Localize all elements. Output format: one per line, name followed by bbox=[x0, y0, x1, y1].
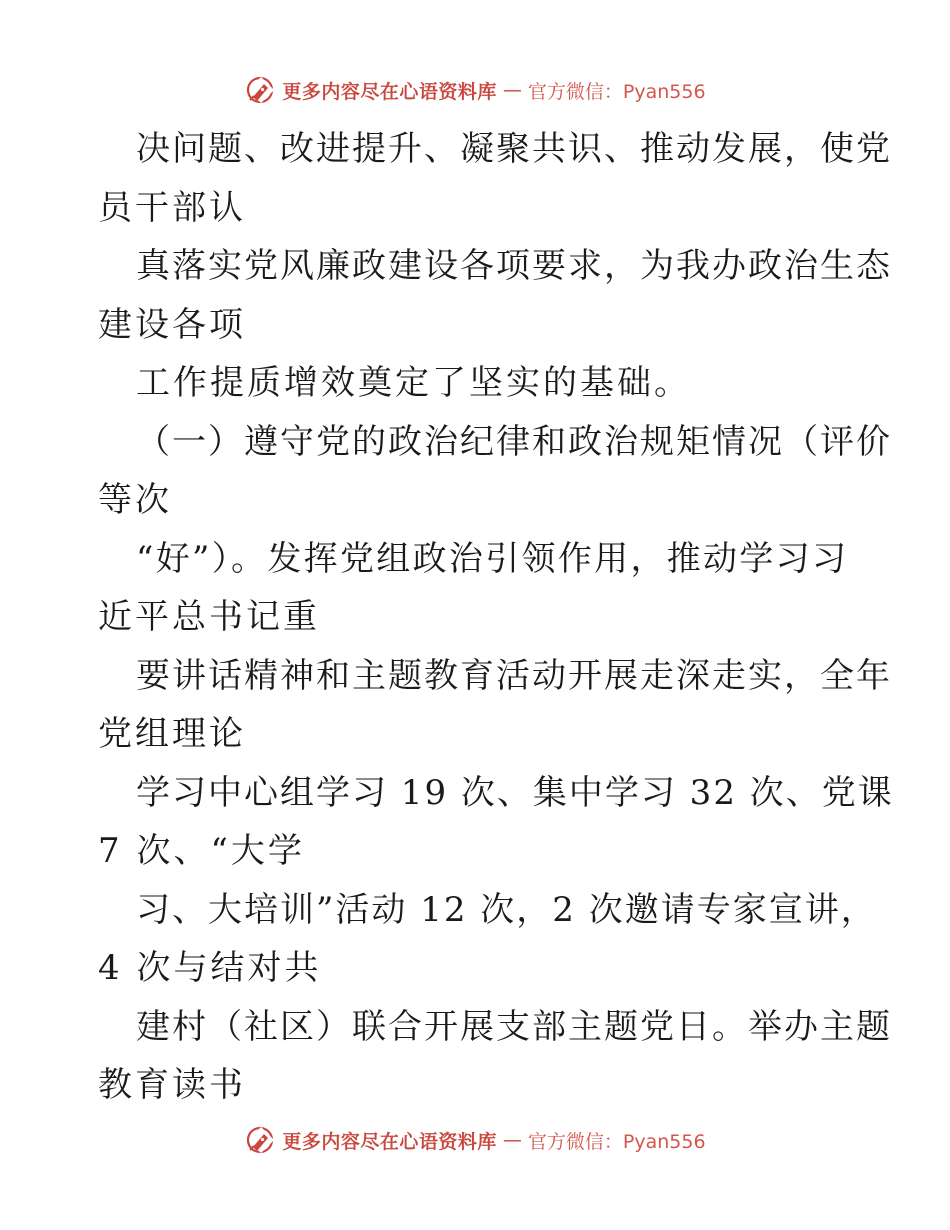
pen-nib-circle-icon bbox=[244, 74, 276, 106]
footer-watermark bbox=[0, 1120, 950, 1160]
body-line: 教育读书 bbox=[98, 1065, 246, 1105]
body-line: 建村（社区）联合开展支部主题党日。举办主题 bbox=[136, 1006, 892, 1047]
watermark-dash: — bbox=[502, 79, 522, 101]
body-line: 学习中心组学习 19 次、集中学习 32 次、党课 bbox=[136, 772, 894, 813]
body-line: 要讲话精神和主题教育活动开展走深走实，全年 bbox=[136, 655, 892, 696]
document-body bbox=[98, 120, 894, 1115]
body-line: 4 次与结对共 bbox=[98, 948, 322, 988]
body-line: 员干部认 bbox=[98, 187, 246, 228]
body-line: （一）遵守党的政治纪律和政治规矩情况（评价 bbox=[136, 421, 892, 462]
body-line: 工作提质增效奠定了坚实的基础。 bbox=[136, 363, 691, 403]
watermark-main-text: 更多内容尽在心语资料库 bbox=[282, 80, 497, 103]
body-line: 建设各项 bbox=[98, 304, 246, 345]
body-line: 决问题、改进提升、凝聚共识、推动发展，使党 bbox=[136, 129, 892, 169]
body-line: 7 次、“大学 bbox=[98, 831, 305, 871]
body-line: 习、大培训”活动 12 次，2 次邀请专家宣讲， bbox=[136, 889, 877, 930]
body-line: 近平总书记重 bbox=[98, 597, 320, 637]
body-line: 等次 bbox=[98, 480, 172, 520]
watermark-official-account: 官方微信：Pyan556 bbox=[527, 80, 706, 103]
watermark-main-text: 更多内容尽在心语资料库 bbox=[282, 1130, 497, 1153]
body-line: “好”）。发挥党组政治引领作用，推动学习习 bbox=[136, 538, 848, 579]
body-line: 真落实党风廉政建设各项要求，为我办政治生态 bbox=[136, 246, 892, 286]
pen-nib-circle-icon bbox=[244, 1124, 276, 1156]
header-watermark bbox=[0, 70, 950, 110]
watermark-dash: — bbox=[502, 1129, 522, 1151]
watermark-official-account: 官方微信：Pyan556 bbox=[527, 1130, 706, 1153]
body-line: 党组理论 bbox=[98, 714, 246, 754]
